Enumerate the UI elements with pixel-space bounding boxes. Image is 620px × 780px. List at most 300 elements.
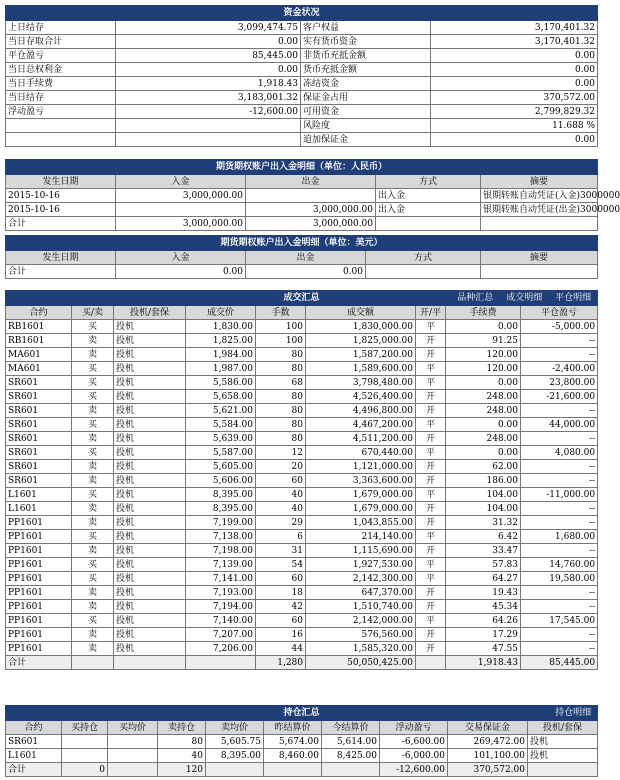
table-cell: PP1601 xyxy=(6,516,72,530)
usd-title: 期货期权账户出入金明细（单位：美元） xyxy=(6,236,598,251)
table-cell: 7,193.00 xyxy=(186,586,256,600)
table-cell: PP1601 xyxy=(6,600,72,614)
table-cell: PP1601 xyxy=(6,544,72,558)
table-cell: 平仓盈亏 xyxy=(6,49,116,63)
funds-row xyxy=(6,35,598,49)
table-cell: 3,170,401.32 xyxy=(431,35,598,49)
table-cell: 100 xyxy=(256,334,306,348)
table-row xyxy=(6,735,598,749)
table-cell: -- xyxy=(521,628,598,642)
table-cell: 投机 xyxy=(114,474,186,488)
table-cell: SR601 xyxy=(6,376,72,390)
table-cell: 5,639.00 xyxy=(186,432,256,446)
trades-title-bar xyxy=(6,291,598,306)
funds-row xyxy=(6,105,598,119)
table-cell: 3,000,000.00 xyxy=(116,189,246,203)
table-cell: 1,918.43 xyxy=(446,656,521,670)
column-header: 出金 xyxy=(246,251,366,265)
column-header: 昨结算价 xyxy=(264,721,322,735)
table-cell: 31.32 xyxy=(446,516,521,530)
column-header: 投机/套保 xyxy=(114,306,186,320)
link-position-detail[interactable]: 持仓明细 xyxy=(555,708,592,718)
table-row xyxy=(6,544,598,558)
positions-title-bar xyxy=(6,706,598,721)
table-cell: 8,460.00 xyxy=(264,749,322,763)
table-cell: 卖 xyxy=(72,628,114,642)
table-cell xyxy=(62,749,108,763)
table-cell: 1,280 xyxy=(256,656,306,670)
table-cell: 投机 xyxy=(114,572,186,586)
table-cell: 0.00 xyxy=(446,446,521,460)
table-cell: 5,614.00 xyxy=(322,735,380,749)
table-cell: 248.00 xyxy=(446,390,521,404)
table-cell: 7,206.00 xyxy=(186,642,256,656)
table-cell: 7,140.00 xyxy=(186,614,256,628)
table-cell: PP1601 xyxy=(6,586,72,600)
table-cell: 买 xyxy=(72,390,114,404)
table-cell: 投机 xyxy=(114,334,186,348)
table-row xyxy=(6,334,598,348)
column-header: 发生日期 xyxy=(6,251,116,265)
table-cell: 2015-10-16 xyxy=(6,189,116,203)
table-cell: 1,589,600.00 xyxy=(306,362,416,376)
column-header: 成交额 xyxy=(306,306,416,320)
table-cell: PP1601 xyxy=(6,530,72,544)
table-cell: MA601 xyxy=(6,348,72,362)
table-cell: 0.00 xyxy=(446,320,521,334)
table-cell: 开 xyxy=(416,586,446,600)
column-header: 投机/套保 xyxy=(528,721,598,735)
table-cell: 7,199.00 xyxy=(186,516,256,530)
table-cell: 平 xyxy=(416,614,446,628)
table-cell xyxy=(6,119,116,133)
table-cell xyxy=(528,763,598,777)
table-cell: 3,099,474.75 xyxy=(116,21,301,35)
link-variety-summary[interactable]: 品种汇总 xyxy=(457,293,494,303)
table-row xyxy=(6,502,598,516)
table-row xyxy=(6,558,598,572)
table-cell: 出入金 xyxy=(376,203,481,217)
table-cell: 104.00 xyxy=(446,502,521,516)
table-cell: 买 xyxy=(72,572,114,586)
table-cell: 1,679,000.00 xyxy=(306,488,416,502)
table-cell: 卖 xyxy=(72,600,114,614)
column-header: 入金 xyxy=(116,175,246,189)
column-header: 发生日期 xyxy=(6,175,116,189)
table-cell: -- xyxy=(521,502,598,516)
table-cell: -- xyxy=(521,334,598,348)
table-cell: PP1601 xyxy=(6,642,72,656)
table-cell: 8,425.00 xyxy=(322,749,380,763)
table-cell: 16 xyxy=(256,628,306,642)
table-cell: 214,140.00 xyxy=(306,530,416,544)
table-row xyxy=(6,390,598,404)
table-cell: 60 xyxy=(256,614,306,628)
header-row xyxy=(6,306,598,320)
table-cell: 248.00 xyxy=(446,404,521,418)
funds-row xyxy=(6,63,598,77)
table-cell: 1,830,000.00 xyxy=(306,320,416,334)
table-cell: 0.00 xyxy=(446,376,521,390)
table-cell: 实有货币资金 xyxy=(301,35,431,49)
table-cell: 1,121,000.00 xyxy=(306,460,416,474)
table-cell: 投机 xyxy=(114,376,186,390)
table-cell: 合计 xyxy=(6,763,62,777)
table-cell: 7,139.00 xyxy=(186,558,256,572)
table-cell: 浮动盈亏 xyxy=(6,105,116,119)
funds-row xyxy=(6,49,598,63)
table-cell: 1,043,855.00 xyxy=(306,516,416,530)
table-cell: 平 xyxy=(416,572,446,586)
table-cell: -- xyxy=(521,516,598,530)
table-cell: 投机 xyxy=(114,530,186,544)
table-row xyxy=(6,189,598,203)
table-cell: 开 xyxy=(416,544,446,558)
table-cell: 80 xyxy=(256,432,306,446)
table-cell: 1,510,740.00 xyxy=(306,600,416,614)
table-cell: 6.42 xyxy=(446,530,521,544)
table-cell: 银期转账自动凭证(出金)3000000 xyxy=(481,203,598,217)
table-cell: 1,987.00 xyxy=(186,362,256,376)
table-cell: L1601 xyxy=(6,488,72,502)
table-cell: 投机 xyxy=(528,749,598,763)
table-cell: 3,000,000.00 xyxy=(246,217,376,231)
table-cell: 33.47 xyxy=(446,544,521,558)
table-cell: 19.43 xyxy=(446,586,521,600)
table-cell: 5,584.00 xyxy=(186,418,256,432)
table-cell: 5,658.00 xyxy=(186,390,256,404)
table-cell: 0.00 xyxy=(246,265,366,279)
table-cell: 8,395.00 xyxy=(186,488,256,502)
table-cell xyxy=(366,265,481,279)
column-header: 手续费 xyxy=(446,306,521,320)
table-cell: 576,560.00 xyxy=(306,628,416,642)
table-row xyxy=(6,749,598,763)
table-cell: 29 xyxy=(256,516,306,530)
table-cell: RB1601 xyxy=(6,320,72,334)
table-cell: 平 xyxy=(416,376,446,390)
column-header: 合约 xyxy=(6,721,62,735)
header-row xyxy=(6,175,598,189)
header-row xyxy=(6,251,598,265)
table-cell xyxy=(6,133,116,147)
table-cell: 当日手续费 xyxy=(6,77,116,91)
table-cell: 0.00 xyxy=(116,35,301,49)
table-cell: -- xyxy=(521,544,598,558)
table-cell: 80 xyxy=(256,348,306,362)
column-header: 浮动盈亏 xyxy=(380,721,448,735)
table-cell xyxy=(206,763,264,777)
table-cell: 开 xyxy=(416,628,446,642)
table-cell: 投机 xyxy=(114,544,186,558)
table-cell: 68 xyxy=(256,376,306,390)
table-cell: 47.55 xyxy=(446,642,521,656)
table-cell: -- xyxy=(521,474,598,488)
table-cell: 开 xyxy=(416,642,446,656)
table-cell: -12,600.00 xyxy=(116,105,301,119)
table-row xyxy=(6,488,598,502)
link-close-detail[interactable]: 平仓明细 xyxy=(555,293,592,303)
table-cell xyxy=(322,763,380,777)
table-cell: 保证金占用 xyxy=(301,91,431,105)
table-row xyxy=(6,460,598,474)
table-cell: 44,000.00 xyxy=(521,418,598,432)
table-cell: 投机 xyxy=(114,614,186,628)
table-cell: -12,600.00 xyxy=(380,763,448,777)
table-cell: 买 xyxy=(72,614,114,628)
table-cell: 投机 xyxy=(114,446,186,460)
table-cell: 104.00 xyxy=(446,488,521,502)
table-cell: 非货币充抵金额 xyxy=(301,49,431,63)
table-cell: 开 xyxy=(416,432,446,446)
column-header: 方式 xyxy=(366,251,481,265)
table-row xyxy=(6,265,598,279)
table-cell: 开 xyxy=(416,390,446,404)
table-cell: 1,585,320.00 xyxy=(306,642,416,656)
table-cell xyxy=(114,656,186,670)
column-header: 买持仓 xyxy=(62,721,108,735)
table-cell: 5,586.00 xyxy=(186,376,256,390)
table-cell: 5,606.00 xyxy=(186,474,256,488)
table-cell: 5,621.00 xyxy=(186,404,256,418)
table-cell: 平 xyxy=(416,488,446,502)
table-row xyxy=(6,642,598,656)
table-cell: SR601 xyxy=(6,404,72,418)
table-cell: 4,526,400.00 xyxy=(306,390,416,404)
table-cell: 卖 xyxy=(72,460,114,474)
table-cell: 3,798,480.00 xyxy=(306,376,416,390)
table-cell: 14,760.00 xyxy=(521,558,598,572)
column-header: 方式 xyxy=(376,175,481,189)
table-cell xyxy=(108,735,158,749)
table-cell: 上日结存 xyxy=(6,21,116,35)
table-cell: 3,000,000.00 xyxy=(116,217,246,231)
table-cell: 370,572.00 xyxy=(431,91,598,105)
table-row xyxy=(6,516,598,530)
table-cell: 1,680.00 xyxy=(521,530,598,544)
table-cell: SR601 xyxy=(6,460,72,474)
table-cell: SR601 xyxy=(6,446,72,460)
column-header: 入金 xyxy=(116,251,246,265)
table-cell xyxy=(186,656,256,670)
table-cell: 3,363,600.00 xyxy=(306,474,416,488)
table-cell: 3,170,401.32 xyxy=(431,21,598,35)
table-cell: 2,142,000.00 xyxy=(306,614,416,628)
table-cell: 1,825.00 xyxy=(186,334,256,348)
table-cell: 1,984.00 xyxy=(186,348,256,362)
table-cell: 卖 xyxy=(72,544,114,558)
column-header: 摘要 xyxy=(481,175,598,189)
table-cell: 投机 xyxy=(114,586,186,600)
table-cell: 80 xyxy=(256,390,306,404)
table-cell: 投机 xyxy=(528,735,598,749)
table-cell: 5,605.00 xyxy=(186,460,256,474)
table-cell: SR601 xyxy=(6,418,72,432)
table-cell xyxy=(108,763,158,777)
funds-row xyxy=(6,133,598,147)
table-cell: 80 xyxy=(256,404,306,418)
table-cell: -- xyxy=(521,642,598,656)
table-cell: 货币充抵金额 xyxy=(301,63,431,77)
table-cell: 60 xyxy=(256,572,306,586)
table-cell: 3,183,001.32 xyxy=(116,91,301,105)
table-cell: 投机 xyxy=(114,348,186,362)
table-cell: 买 xyxy=(72,418,114,432)
positions-title: 持仓汇总 xyxy=(283,708,320,718)
table-row xyxy=(6,572,598,586)
table-cell: 4,496,800.00 xyxy=(306,404,416,418)
table-cell: 1,115,690.00 xyxy=(306,544,416,558)
table-cell: 卖 xyxy=(72,502,114,516)
table-cell: 买 xyxy=(72,530,114,544)
table-cell: 投机 xyxy=(114,628,186,642)
table-cell: 18 xyxy=(256,586,306,600)
table-cell: 客户权益 xyxy=(301,21,431,35)
table-cell: 投机 xyxy=(114,642,186,656)
table-cell: 40 xyxy=(256,488,306,502)
table-cell: 62.00 xyxy=(446,460,521,474)
table-cell: 186.00 xyxy=(446,474,521,488)
table-cell xyxy=(481,217,598,231)
table-cell: 370,572.00 xyxy=(448,763,528,777)
table-cell: 卖 xyxy=(72,334,114,348)
table-cell xyxy=(416,656,446,670)
table-cell xyxy=(72,656,114,670)
table-row xyxy=(6,446,598,460)
column-header: 摘要 xyxy=(481,251,598,265)
table-cell: PP1601 xyxy=(6,572,72,586)
table-cell: 0.00 xyxy=(431,49,598,63)
header-row xyxy=(6,721,598,735)
table-row xyxy=(6,348,598,362)
table-row xyxy=(6,530,598,544)
table-cell: 投机 xyxy=(114,432,186,446)
table-cell: 1,587,200.00 xyxy=(306,348,416,362)
column-header: 平仓盈亏 xyxy=(521,306,598,320)
table-cell: 17.29 xyxy=(446,628,521,642)
column-header: 出金 xyxy=(246,175,376,189)
table-cell: 冻结资金 xyxy=(301,77,431,91)
table-cell: 开 xyxy=(416,334,446,348)
table-cell: 80 xyxy=(158,735,206,749)
table-cell: 0 xyxy=(62,763,108,777)
table-cell: -- xyxy=(521,460,598,474)
table-cell: 120 xyxy=(158,763,206,777)
table-cell: 269,472.00 xyxy=(448,735,528,749)
table-row xyxy=(6,474,598,488)
table-cell: 4,467,200.00 xyxy=(306,418,416,432)
table-cell: 80 xyxy=(256,362,306,376)
total-row xyxy=(6,656,598,670)
table-cell: 买 xyxy=(72,446,114,460)
table-cell: 17,545.00 xyxy=(521,614,598,628)
table-cell: 买 xyxy=(72,488,114,502)
column-header: 合约 xyxy=(6,306,72,320)
column-header: 买/卖 xyxy=(72,306,114,320)
table-cell: 平 xyxy=(416,362,446,376)
table-cell xyxy=(116,119,301,133)
table-cell: 0.00 xyxy=(431,77,598,91)
table-cell: 卖 xyxy=(72,432,114,446)
table-cell: 0.00 xyxy=(446,418,521,432)
table-cell: 120.00 xyxy=(446,362,521,376)
table-cell xyxy=(116,133,301,147)
table-cell: 50,050,425.00 xyxy=(306,656,416,670)
table-cell: 1,679,000.00 xyxy=(306,502,416,516)
table-cell: 91.25 xyxy=(446,334,521,348)
table-cell: 670,440.00 xyxy=(306,446,416,460)
table-cell: 卖 xyxy=(72,642,114,656)
usd-table xyxy=(5,235,598,279)
table-cell: -2,400.00 xyxy=(521,362,598,376)
table-cell: 买 xyxy=(72,362,114,376)
table-row xyxy=(6,320,598,334)
positions-table xyxy=(5,705,598,777)
table-cell: 买 xyxy=(72,558,114,572)
table-cell: 2015-10-16 xyxy=(6,203,116,217)
table-cell xyxy=(246,189,376,203)
table-cell: 85,445.00 xyxy=(116,49,301,63)
table-cell: 85,445.00 xyxy=(521,656,598,670)
table-cell: 4,080.00 xyxy=(521,446,598,460)
trades-table xyxy=(5,290,598,670)
funds-title: 资金状况 xyxy=(6,6,598,21)
table-cell: 80 xyxy=(256,418,306,432)
table-cell: 64.26 xyxy=(446,614,521,628)
link-trade-detail[interactable]: 成交明细 xyxy=(506,293,543,303)
table-cell: 投机 xyxy=(114,488,186,502)
table-cell: 当日总权利金 xyxy=(6,63,116,77)
column-header: 开/平 xyxy=(416,306,446,320)
table-cell: L1601 xyxy=(6,749,62,763)
table-cell: 0.00 xyxy=(116,265,246,279)
table-cell: PP1601 xyxy=(6,558,72,572)
funds-row xyxy=(6,91,598,105)
table-cell: 投机 xyxy=(114,502,186,516)
table-row xyxy=(6,217,598,231)
total-row xyxy=(6,763,598,777)
table-cell: 投机 xyxy=(114,390,186,404)
table-cell: 平 xyxy=(416,418,446,432)
table-cell: 31 xyxy=(256,544,306,558)
table-cell: 合计 xyxy=(6,265,116,279)
table-cell: 7,198.00 xyxy=(186,544,256,558)
table-cell xyxy=(376,217,481,231)
table-row xyxy=(6,362,598,376)
table-cell: 卖 xyxy=(72,516,114,530)
table-row xyxy=(6,404,598,418)
table-cell: 买 xyxy=(72,320,114,334)
table-cell: -- xyxy=(521,600,598,614)
table-row xyxy=(6,628,598,642)
table-cell: 5,587.00 xyxy=(186,446,256,460)
table-row xyxy=(6,418,598,432)
table-cell: 57.83 xyxy=(446,558,521,572)
table-cell xyxy=(62,735,108,749)
table-row xyxy=(6,600,598,614)
column-header: 交易保证金 xyxy=(448,721,528,735)
table-row xyxy=(6,586,598,600)
table-cell: -6,600.00 xyxy=(380,735,448,749)
table-cell: 卖 xyxy=(72,474,114,488)
table-cell: 4,511,200.00 xyxy=(306,432,416,446)
table-cell: 合计 xyxy=(6,656,72,670)
table-cell: 5,674.00 xyxy=(264,735,322,749)
table-cell: 1,830.00 xyxy=(186,320,256,334)
cny-title: 期货期权账户出入金明细（单位：人民币） xyxy=(6,160,598,175)
table-row xyxy=(6,432,598,446)
funds-row xyxy=(6,77,598,91)
